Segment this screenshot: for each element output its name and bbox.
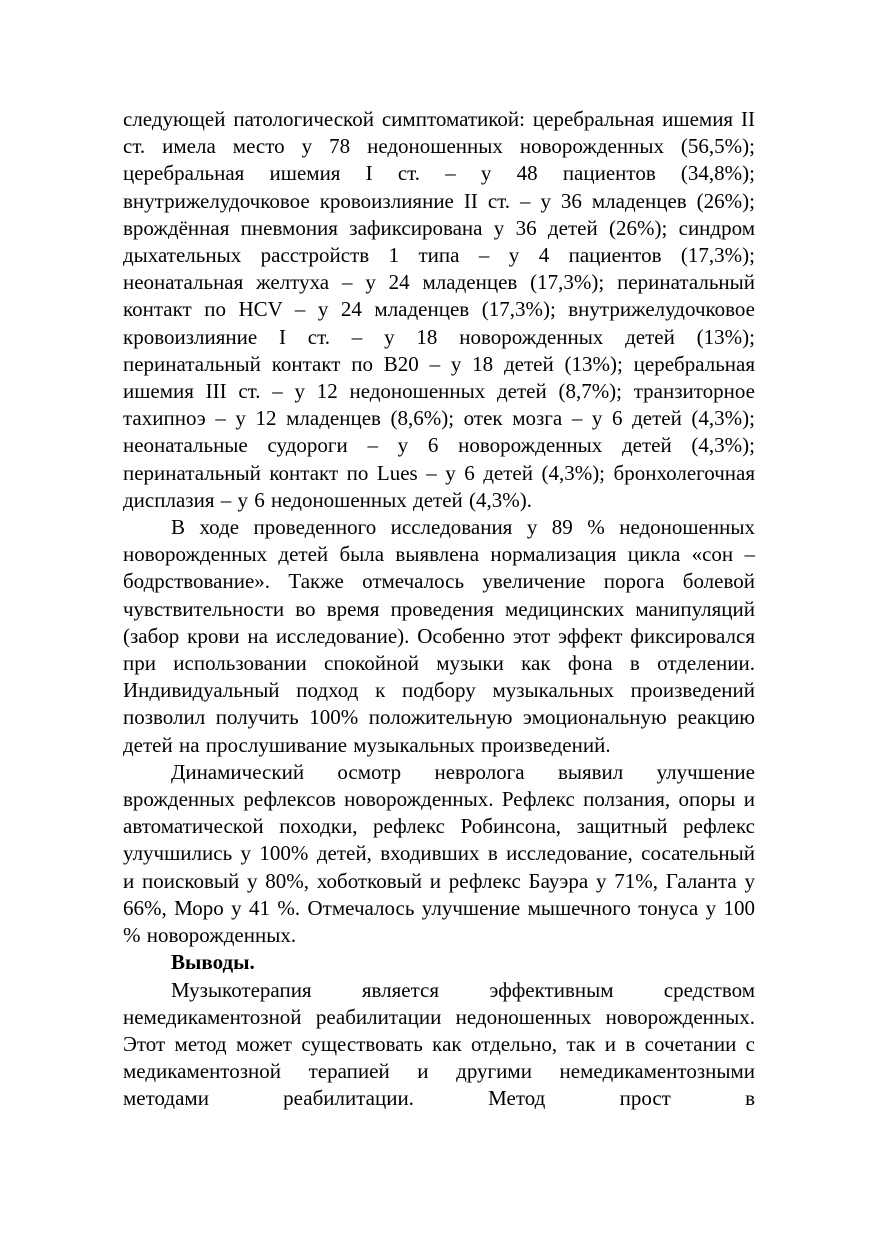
paragraph-conclusions-body: Музыкотерапия является эффективным средством немедикаментозной реабилитации недоношенных новорожденных. Этот метод может существовать как отдельно, так и в сочетании с медикаментозной терапией и другими немедикаментозными методами реабилитации. Метод прост в bbox=[123, 977, 755, 1111]
heading-conclusions: Выводы. bbox=[171, 950, 255, 975]
paragraph-neurologist-exam: Динамический осмотр невролога выявил улучшение врожденных рефлексов новорожденных. Рефлекс ползания, опоры и автоматической походки, рефлекс Робинсона, защитный рефлекс улучшились у 100% детей, входивших в исследование, сосательный и поисковый у 80%, хоботковый и рефлекс Бауэра у 71%, Галанта у 66%, Моро у 41 %. Отмечалось улучшение мышечного тонуса у 100 % новорожденных. bbox=[123, 759, 755, 948]
paragraph-study-results: В ходе проведенного исследования у 89 % недоношенных новорожденных детей была выявлена нормализация цикла «сон – бодрствование». Также отмечалось увеличение порога болевой чувствительности во время проведения медицинских манипуляций (забор крови на исследование). Особенно этот эффект фиксировался при использовании спокойной музыки как фона в отделении. Индивидуальный подход к подбору музыкальных произведений позволил получить 100% положительную эмоциональную реакцию детей на прослушивание музыкальных произведений. bbox=[123, 515, 755, 757]
paragraph-pathology-symptoms: следующей патологической симптоматикой: церебральная ишемия II ст. имела место у 78 недоношенных новорожденных (56,5%); церебральная ишемия I ст. – у 48 пациентов (34,8%); внутрижелудочковое кровоизлияние II ст. – у 36 младенцев (26%); врождённая пневмония зафиксирована у 36 детей (26%); синдром дыхательных расстройств 1 типа – у 4 пациентов (17,3%); неонатальная желтуха – у 24 младенцев (17,3%); перинатальный контакт по HCV – у 24 младенцев (17,3%); внутрижелудочковое кровоизлияние I ст. – у 18 новорожденных детей (13%); перинатальный контакт по В20 – у 18 детей (13%); церебральная ишемия III ст. – у 12 недоношенных детей (8,7%); транзиторное тахипноэ – у 12 младенцев (8,6%); отек мозга – у 6 детей (4,3%); неонатальные судороги – у 6 новорожденных детей (4,3%); перинатальный контакт по Lues – у 6 детей (4,3%); бронхолегочная дисплазия – у 6 недоношенных детей (4,3%). bbox=[123, 107, 755, 512]
